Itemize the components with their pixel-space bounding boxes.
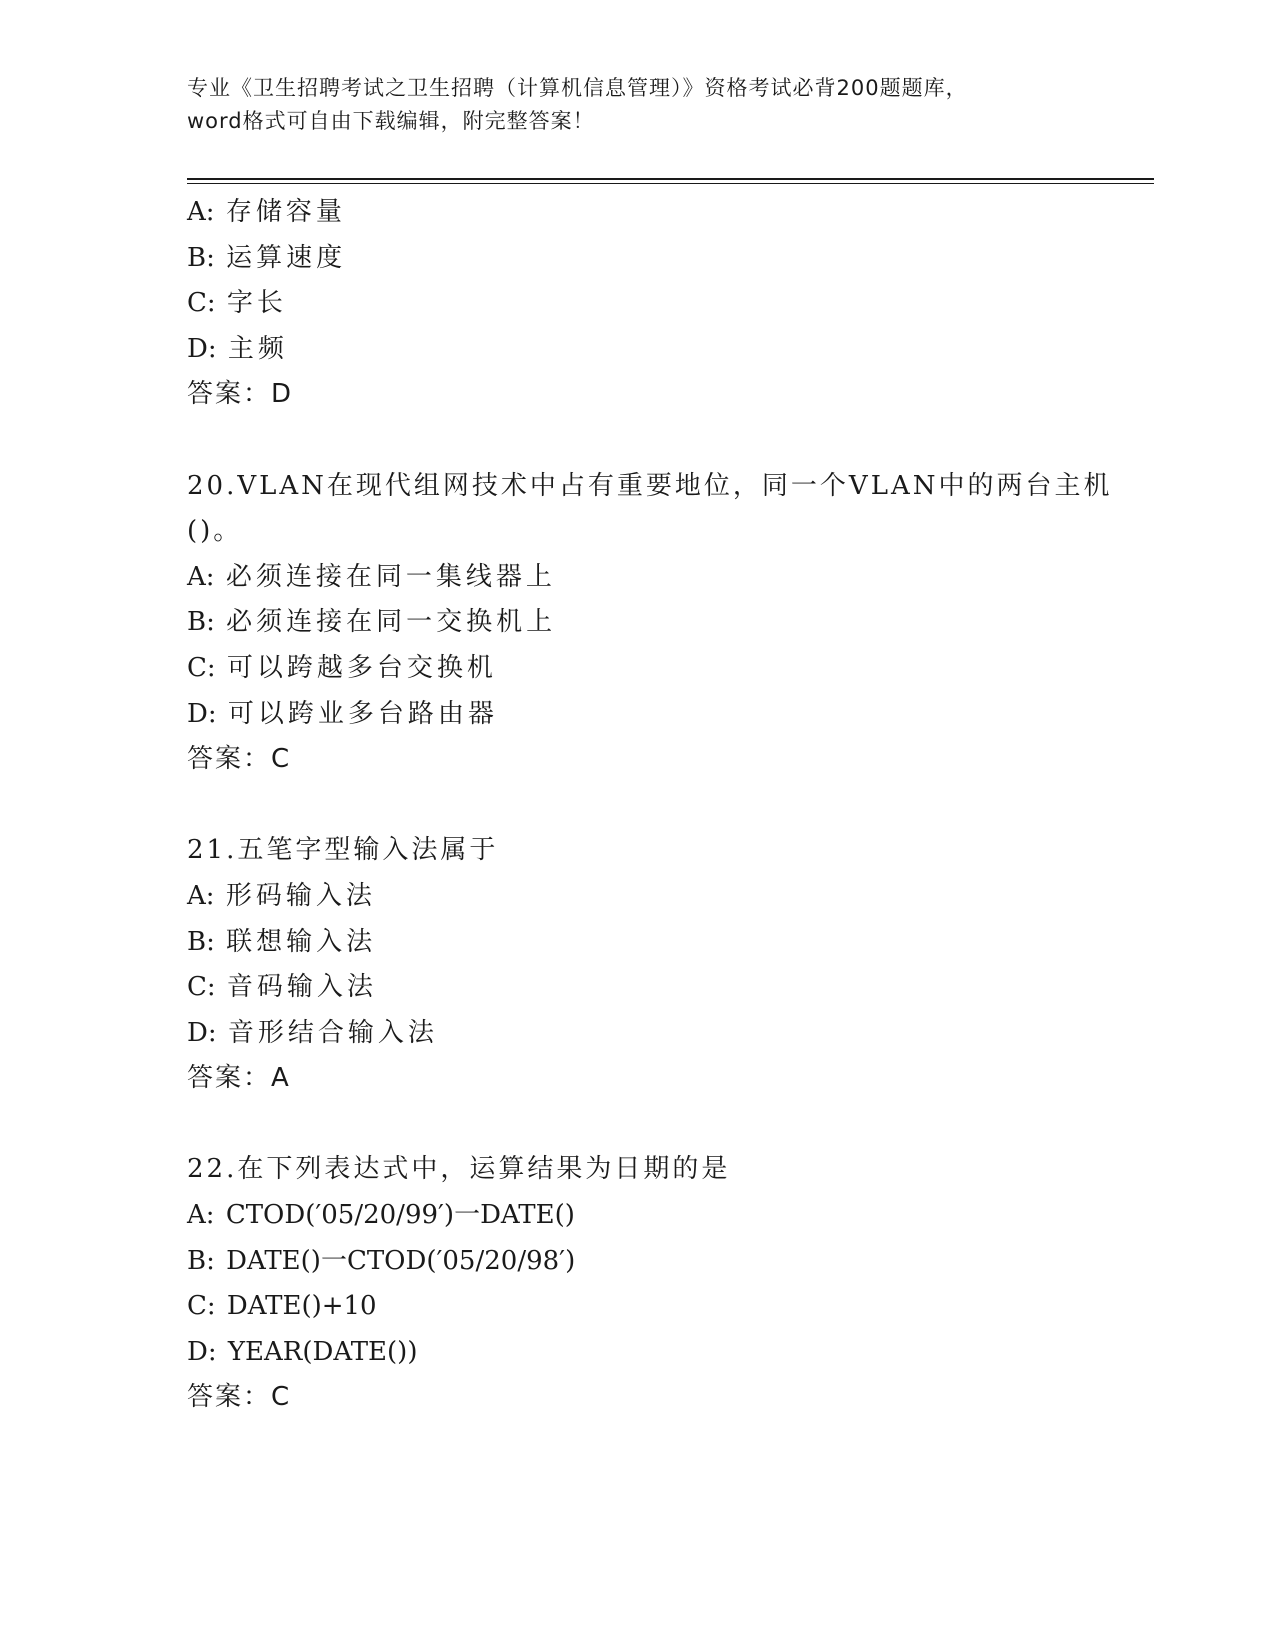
option-c: C: 可以跨越多台交换机 [187, 652, 497, 683]
header-line-2: word格式可自由下载编辑，附完整答案！ [187, 109, 595, 133]
question-text: 22.在下列表达式中，运算结果为日期的是 [187, 1154, 731, 1185]
option-b: B: 必须连接在同一交换机上 [187, 607, 557, 638]
question-block-20 [187, 464, 1147, 783]
question-block-22 [187, 1147, 1147, 1421]
header-divider-thin [187, 183, 1154, 184]
option-b: B: 运算速度 [187, 242, 347, 273]
answer-line: 答案：A [187, 1063, 291, 1094]
option-b: B: DATE()一CTOD(′05/20/98′) [187, 1245, 576, 1276]
option-a: A: CTOD(′05/20/99′)一DATE() [187, 1200, 575, 1231]
option-b: B: 联想输入法 [187, 926, 377, 957]
answer-line: 答案：D [187, 379, 294, 410]
answer-line: 答案：C [187, 1382, 292, 1413]
option-c: C: 音码输入法 [187, 972, 377, 1003]
header-divider-thick [187, 178, 1154, 180]
question-text: 21.五笔字型输入法属于 [187, 835, 499, 866]
option-a: A: 必须连接在同一集线器上 [187, 561, 556, 592]
option-a: A: 存储容量 [187, 197, 346, 227]
option-d: D: 音形结合输入法 [187, 1017, 438, 1048]
answer-line: 答案：C [187, 744, 292, 775]
header-line-1: 专业《卫生招聘考试之卫生招聘（计算机信息管理）》资格考试必背200题题库， [187, 76, 968, 100]
option-d: D: 可以跨业多台路由器 [187, 698, 498, 729]
question-block-21 [187, 828, 1147, 1102]
question-list [187, 190, 1147, 1421]
option-c: C: DATE()+10 [187, 1291, 377, 1322]
document-header [187, 72, 1087, 138]
question-text: 20.VLAN在现代组网技术中占有重要地位，同一个VLAN中的两台主机 [187, 470, 1113, 501]
option-d: D: 主频 [187, 333, 288, 364]
option-c: C: 字长 [187, 288, 287, 319]
question-block-continued [187, 190, 1147, 418]
option-d: D: YEAR(DATE()) [187, 1336, 418, 1367]
question-text-continued: ()。 [187, 516, 243, 547]
option-a: A: 形码输入法 [187, 880, 376, 911]
